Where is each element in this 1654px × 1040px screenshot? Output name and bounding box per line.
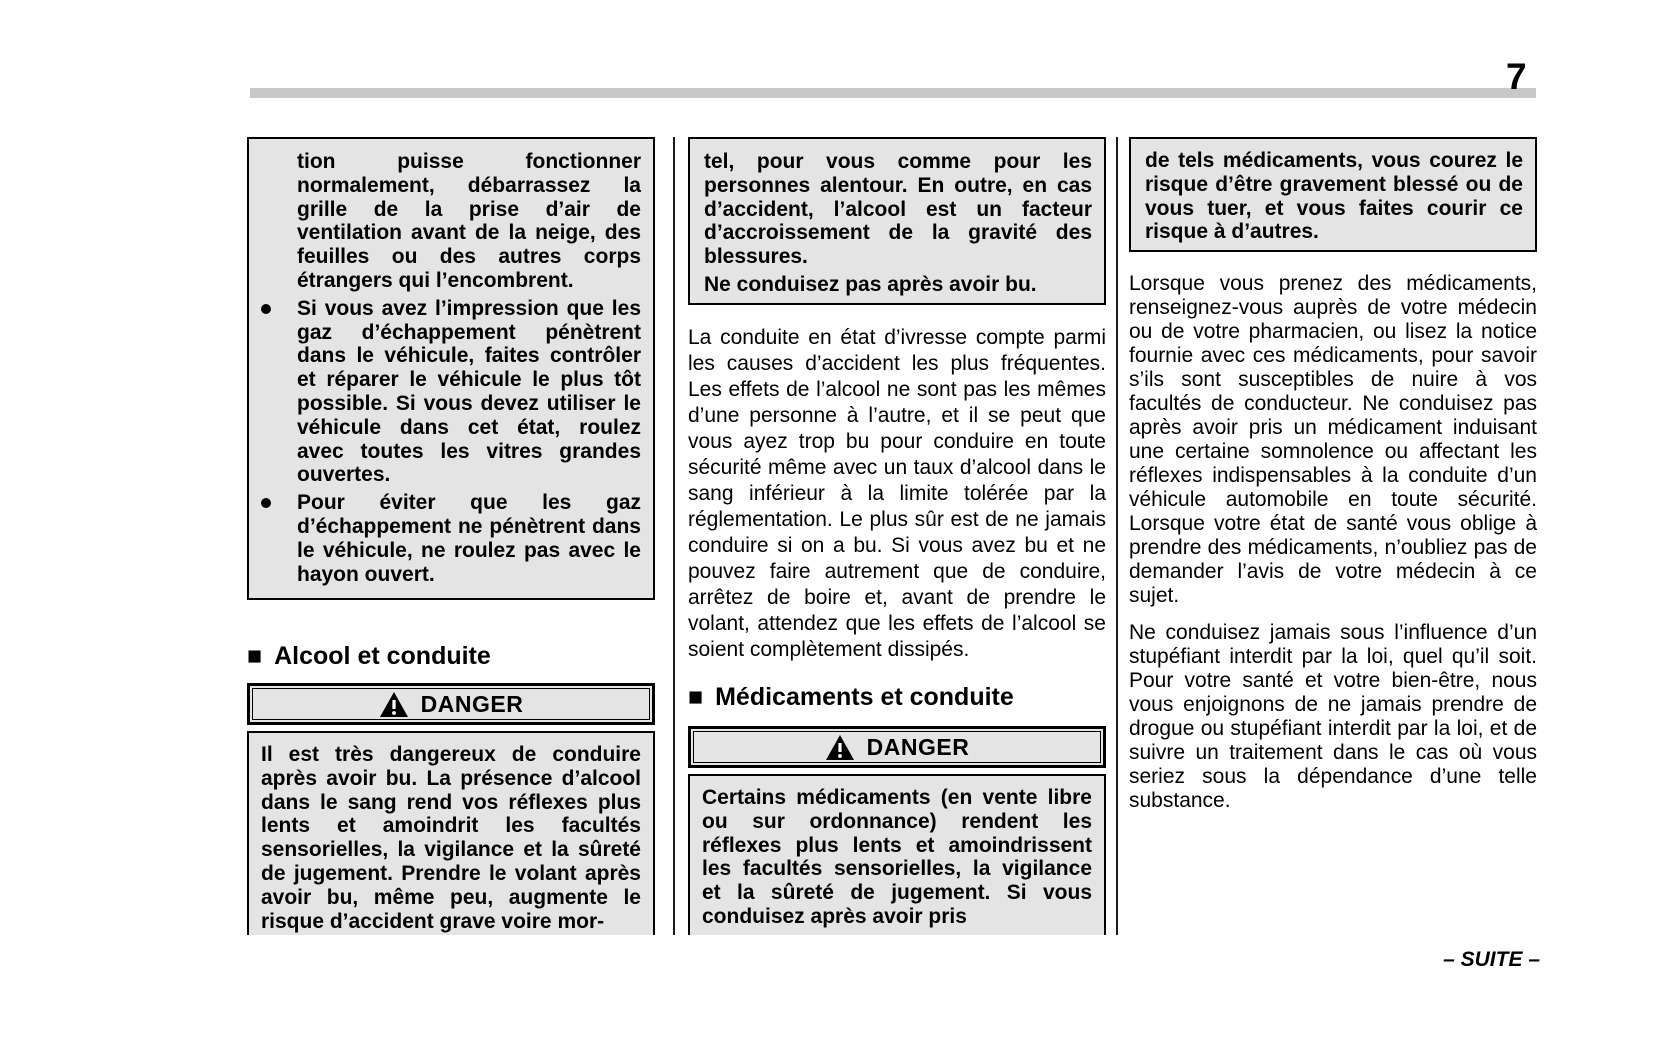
warning-box-intro: tion puisse fonctionner normalement, débarrassez la grille de la prise d’air de ventilation avant de la neige, des feuilles ou des autres corps étrangers qui l’encombrent.	[297, 150, 641, 292]
column-divider-1	[673, 137, 675, 935]
list-item	[261, 297, 641, 487]
section-title: Alcool et conduite	[274, 642, 491, 670]
warning-box-exhaust	[247, 137, 655, 600]
bullet-text: Pour éviter que les gaz d’échappement ne pénètrent dans le véhicule, ne roulez pas avec le hayon ouvert.	[297, 491, 641, 586]
danger-label: DANGER	[420, 690, 524, 717]
danger-banner-medicaments	[688, 726, 1106, 768]
section-heading-medicaments	[688, 684, 1014, 712]
danger-label: DANGER	[866, 733, 970, 760]
bullet-icon	[261, 304, 271, 314]
warning-box-alcool-cont	[688, 137, 1106, 305]
page-number: 7	[1506, 56, 1527, 97]
danger-box-medicaments: Certains médicaments (en vente libre ou sur ordonnance) rendent les réflexes plus lents et amoindrissent les facultés sensorielles, la vigilance et la sûreté de jugement. Si vous conduisez après avoir pris	[688, 774, 1106, 935]
body-paragraph-alcool: La conduite en état d’ivresse compte parmi les causes d’accident les plus fréquentes. Les effets de l’alcool ne sont pas les mêmes d’une personne à l’autre, et il se peut que vous ayez trop bu pour conduire en toute sécurité même avec un taux d’alcool dans le sang inférieur à la limite tolérée par la réglementation. Le plus sûr est de ne jamais conduire si on a bu. Si vous avez bu et ne pouvez faire autrement que de conduire, arrêtez de boire et, avant de prendre le volant, attendez que les effets de l’alcool se soient complètement dissipés.	[688, 326, 1106, 661]
continuation-marker: – SUITE –	[1443, 948, 1540, 971]
danger-banner-alcool	[247, 683, 655, 725]
warning-triangle-icon	[379, 691, 409, 718]
body-paragraph-medicaments: Lorsque vous prenez des médicaments, renseignez-vous auprès de votre médecin ou de votre pharmacien, ou lisez la notice fournie avec ces médicaments, pour savoir s’ils sont susceptibles de nuire à vos facultés de conducteur. Ne conduisez pas après avoir pris un médicament induisant une certaine somnolence ou affectant les réflexes indispensables à la conduite d’un véhicule automobile en toute sécurité. Lorsque votre état de santé vous oblige à prendre des médicaments, n’oubliez pas de demander l’avis de votre médecin à ce sujet.	[1129, 272, 1537, 607]
warning-box-medicaments-cont: de tels médicaments, vous courez le risque d’être gravement blessé ou de vous tuer, et vous faites courir ce risque à d’autres.	[1129, 137, 1537, 252]
header-rule	[250, 88, 1536, 98]
list-item	[261, 491, 641, 586]
section-title: Médicaments et conduite	[715, 683, 1014, 711]
bullet-icon	[261, 498, 271, 508]
bullet-text: Si vous avez l’impression que les gaz d’échappement pénètrent dans le véhicule, faites contrôler et réparer le véhicule le plus tôt possible. Si vous devez utiliser le véhicule dans cet état, roulez avec toutes les vitres grandes ouvertes.	[297, 296, 641, 487]
warning-box-paragraph: tel, pour vous comme pour les personnes alentour. En outre, en cas d’accident, l’alcool est un facteur d’accroissement de la gravité des blessures.	[704, 150, 1092, 269]
danger-box-alcool: Il est très dangereux de conduire après avoir bu. La présence d’alcool dans le sang rend vos réflexes plus lents et amoindrit les facultés sensorielles, la vigilance et la sûreté de jugement. Prendre le volant après avoir bu, même peu, augmente le risque d’accident grave voire mor-	[247, 731, 655, 935]
warning-triangle-icon	[825, 734, 855, 761]
section-square-icon: ■	[688, 683, 704, 711]
section-square-icon: ■	[247, 642, 263, 670]
body-paragraph-stupefiants: Ne conduisez jamais sous l’influence d’un stupéfiant interdit par la loi, quel qu’il soit. Pour votre santé et votre bien-être, nous vous enjoignons de ne jamais prendre de drogue ou stupéfiant interdit par la loi, et de suivre un traitement dans le cas où vous seriez sous la dépendance d’une telle substance.	[1129, 621, 1537, 812]
warning-box-paragraph: Ne conduisez pas après avoir bu.	[704, 272, 1037, 296]
column-divider-2	[1116, 137, 1118, 935]
section-heading-alcool	[247, 643, 491, 671]
